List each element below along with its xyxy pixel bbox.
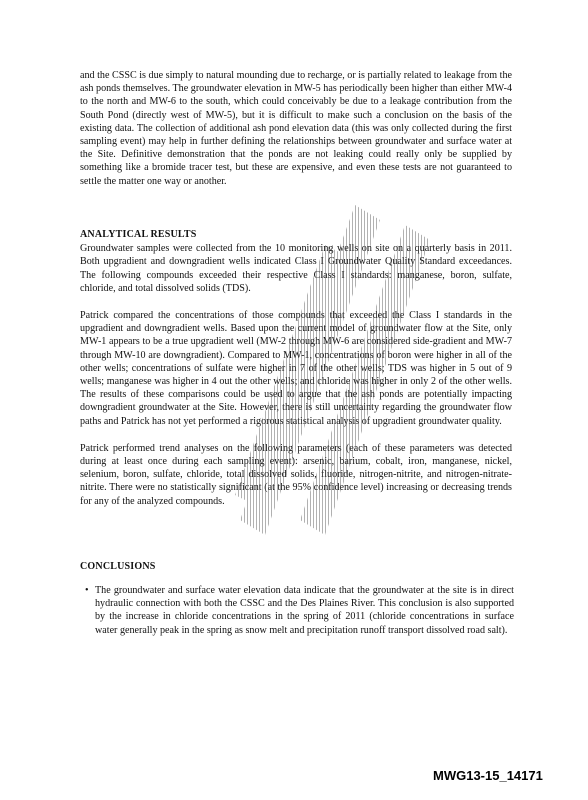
section-heading-conclusions: CONCLUSIONS xyxy=(80,561,156,572)
section-heading-analytical-results: ANALYTICAL RESULTS xyxy=(80,229,197,240)
analytical-paragraph-2: Patrick compared the concentrations of those compounds that exceeded the Class I standards in the upgradient and downgradient wells. Based upon the current model of groundwater flow at the Site, only MW-1 appears to be a true upgradient well (MW-2 through MW-6 are considered side-gradient and MW-7 through MW-10 are downgradient). Compared to MW-1, concentrations of boron were higher in all of the other wells; concentrations of sulfate were higher in 7 of the other wells; TDS was higher in 5 out of 9 wells; manganese was higher in 4 out the other wells; and chloride was higher in only 2 of the other wells. The results of these comparisons could be used to argue that the ash ponds are potentially impacting downgradient groundwater at the Site. However, there is still uncertainty regarding the groundwater flow paths and Patrick has not yet performed a rigorous statistical analysis of upgradient groundwater quality. xyxy=(80,310,512,427)
conclusions-section xyxy=(80,560,512,573)
document-id-footer: MWG13-15_14171 xyxy=(433,768,543,783)
intro-paragraph-block xyxy=(80,69,512,188)
analytical-paragraph-1: Groundwater samples were collected from the 10 monitoring wells on site on a quarterly basis in 2011. Both upgradient and downgradient wells indicated Class I Groundwater Quality Standard exceedances. The following compounds exceeded their respective Class I standards: manganese, boron, sulfate, chloride, and total dissolved solids (TDS). xyxy=(80,243,512,294)
analytical-section xyxy=(80,228,512,508)
conclusion-bullet-item xyxy=(85,584,514,637)
conclusion-bullet-text: The groundwater and surface water elevation data indicate that the groundwater at the site is in direct hydraulic connection with both the CSSC and the Des Plaines River. This conclusion is also supported by the increase in chloride concentrations in the spring of 2011 (chloride concentrations in surface water generally peak in the spring as snow melt and precipitation runoff transport dissolved road salt). xyxy=(95,585,514,636)
analytical-paragraph-3: Patrick performed trend analyses on the following parameters (each of these parameters was detected during at least once during each sampling event): arsenic, barium, cobalt, iron, manganese, nickel, selenium, boron, sulfate, chloride, total dissolved solids, fluoride, nitrogen-nitrite, and nitrogen-nitrate-nitrite. There were no statistically significant (at the 95% confidence level) increasing or decreasing trends for any of the analyzed compounds. xyxy=(80,442,512,507)
bullet-icon: • xyxy=(85,585,89,596)
intro-paragraph: and the CSSC is due simply to natural mounding due to recharge, or is partially related to leakage from the ash ponds themselves. The groundwater elevation in MW-5 has periodically been higher than either MW-4 to the north and MW-6 to the south, which could conceivably be due to a leakage contribution from the South Pond (directly west of MW-5), but it is difficult to make such a conclusion on the basis of the existing data. The collection of additional ash pond elevation data (this was only collected during the first sampling event) may help in further defining the relationships between groundwater and surface water at the Site. Definitive demonstration that the ponds are not leaking could really only be supplied by something like a bromide tracer test, but these are expensive, and even these tests are not guaranteed to settle the matter one way or another. xyxy=(80,70,512,187)
